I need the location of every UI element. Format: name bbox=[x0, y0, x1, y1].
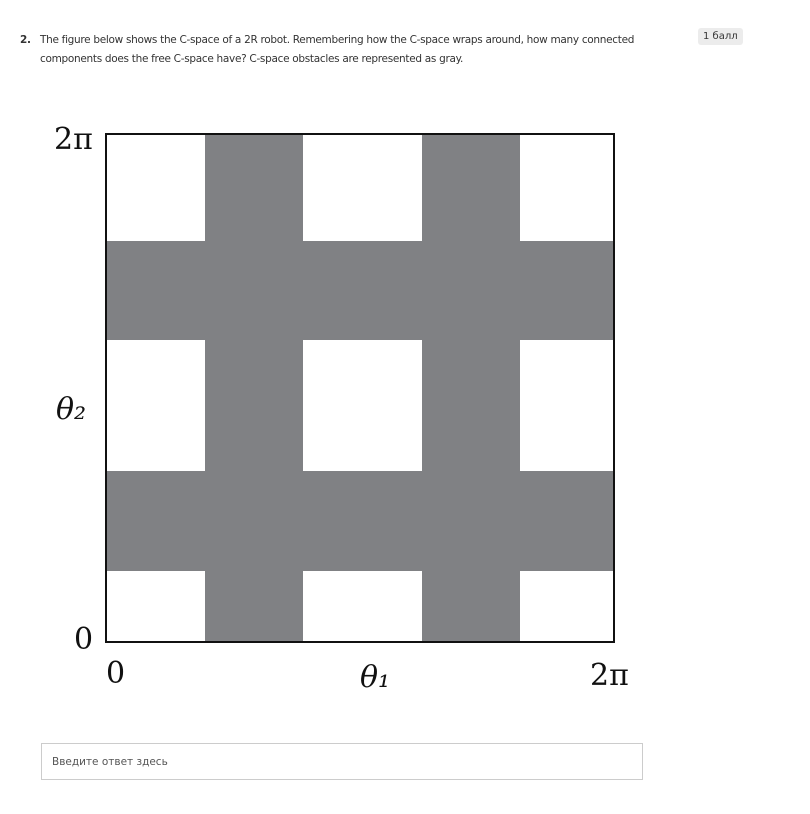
question-text: The figure below shows the C-space of a 2R robot. Remembering how the C-space wraps around, how many connected components does the free C-space have? C-space obstacles are represented as gray. bbox=[40, 34, 635, 65]
y-axis-zero-label: 0 bbox=[74, 622, 94, 657]
c-space-figure bbox=[105, 133, 615, 643]
obstacle-horizontal-band bbox=[107, 241, 613, 340]
y-axis-max-label: 2π bbox=[54, 122, 93, 157]
points-badge: 1 балл bbox=[698, 28, 743, 45]
x-axis-label: θ₁ bbox=[360, 660, 391, 695]
obstacle-horizontal-band bbox=[107, 471, 613, 571]
y-axis-label: θ₂ bbox=[56, 392, 87, 427]
answer-input[interactable] bbox=[41, 743, 643, 780]
x-axis-zero-label: 0 bbox=[106, 656, 126, 691]
x-axis-max-label: 2π bbox=[590, 658, 629, 693]
question-number: 2. bbox=[20, 34, 31, 46]
